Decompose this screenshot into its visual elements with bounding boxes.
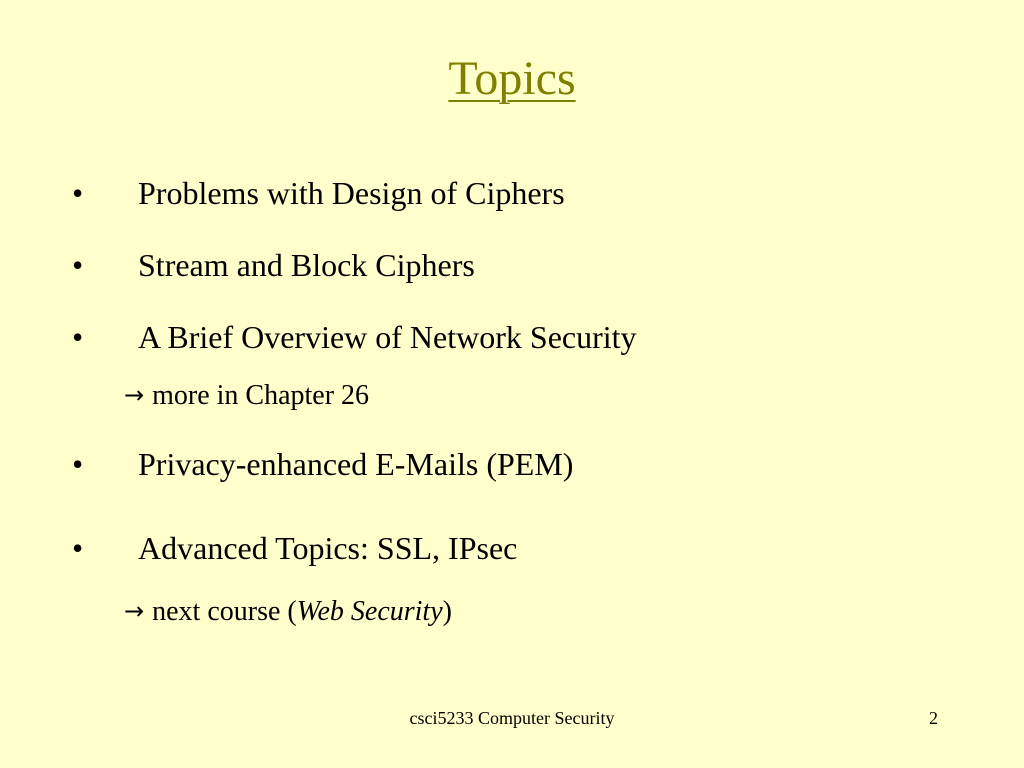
bullet-item — [72, 444, 573, 484]
bullet-item — [72, 317, 637, 357]
footer-course-name: csci5233 Computer Security — [409, 708, 615, 728]
subnote-next-course — [124, 594, 452, 629]
bullet-text: Privacy-enhanced E-Mails (PEM) — [138, 446, 574, 482]
footer-page-number: 2 — [929, 708, 938, 728]
arrow-right-icon: → — [124, 381, 145, 409]
bullet-text: Advanced Topics: SSL, IPsec — [138, 530, 518, 566]
bullet-item — [72, 245, 475, 285]
bullet-marker: • — [72, 247, 84, 283]
bullet-marker: • — [72, 175, 84, 211]
subnote-chapter — [124, 378, 369, 413]
bullet-item — [72, 173, 565, 213]
bullet-text: Stream and Block Ciphers — [138, 247, 475, 283]
bullet-text: A Brief Overview of Network Security — [138, 319, 637, 355]
subnote-text-after: ) — [442, 596, 452, 627]
bullet-item — [72, 528, 517, 568]
subnote-emphasis: Web Security — [296, 596, 443, 627]
bullet-marker: • — [72, 530, 84, 566]
subnote-text: more in Chapter 26 — [152, 380, 370, 411]
bullet-marker: • — [72, 446, 84, 482]
bullet-marker: • — [72, 319, 84, 355]
subnote-text-before: next course ( — [152, 596, 297, 627]
bullet-text: Problems with Design of Ciphers — [138, 175, 565, 211]
arrow-right-icon: → — [124, 597, 145, 625]
slide-title: Topics — [448, 52, 576, 105]
